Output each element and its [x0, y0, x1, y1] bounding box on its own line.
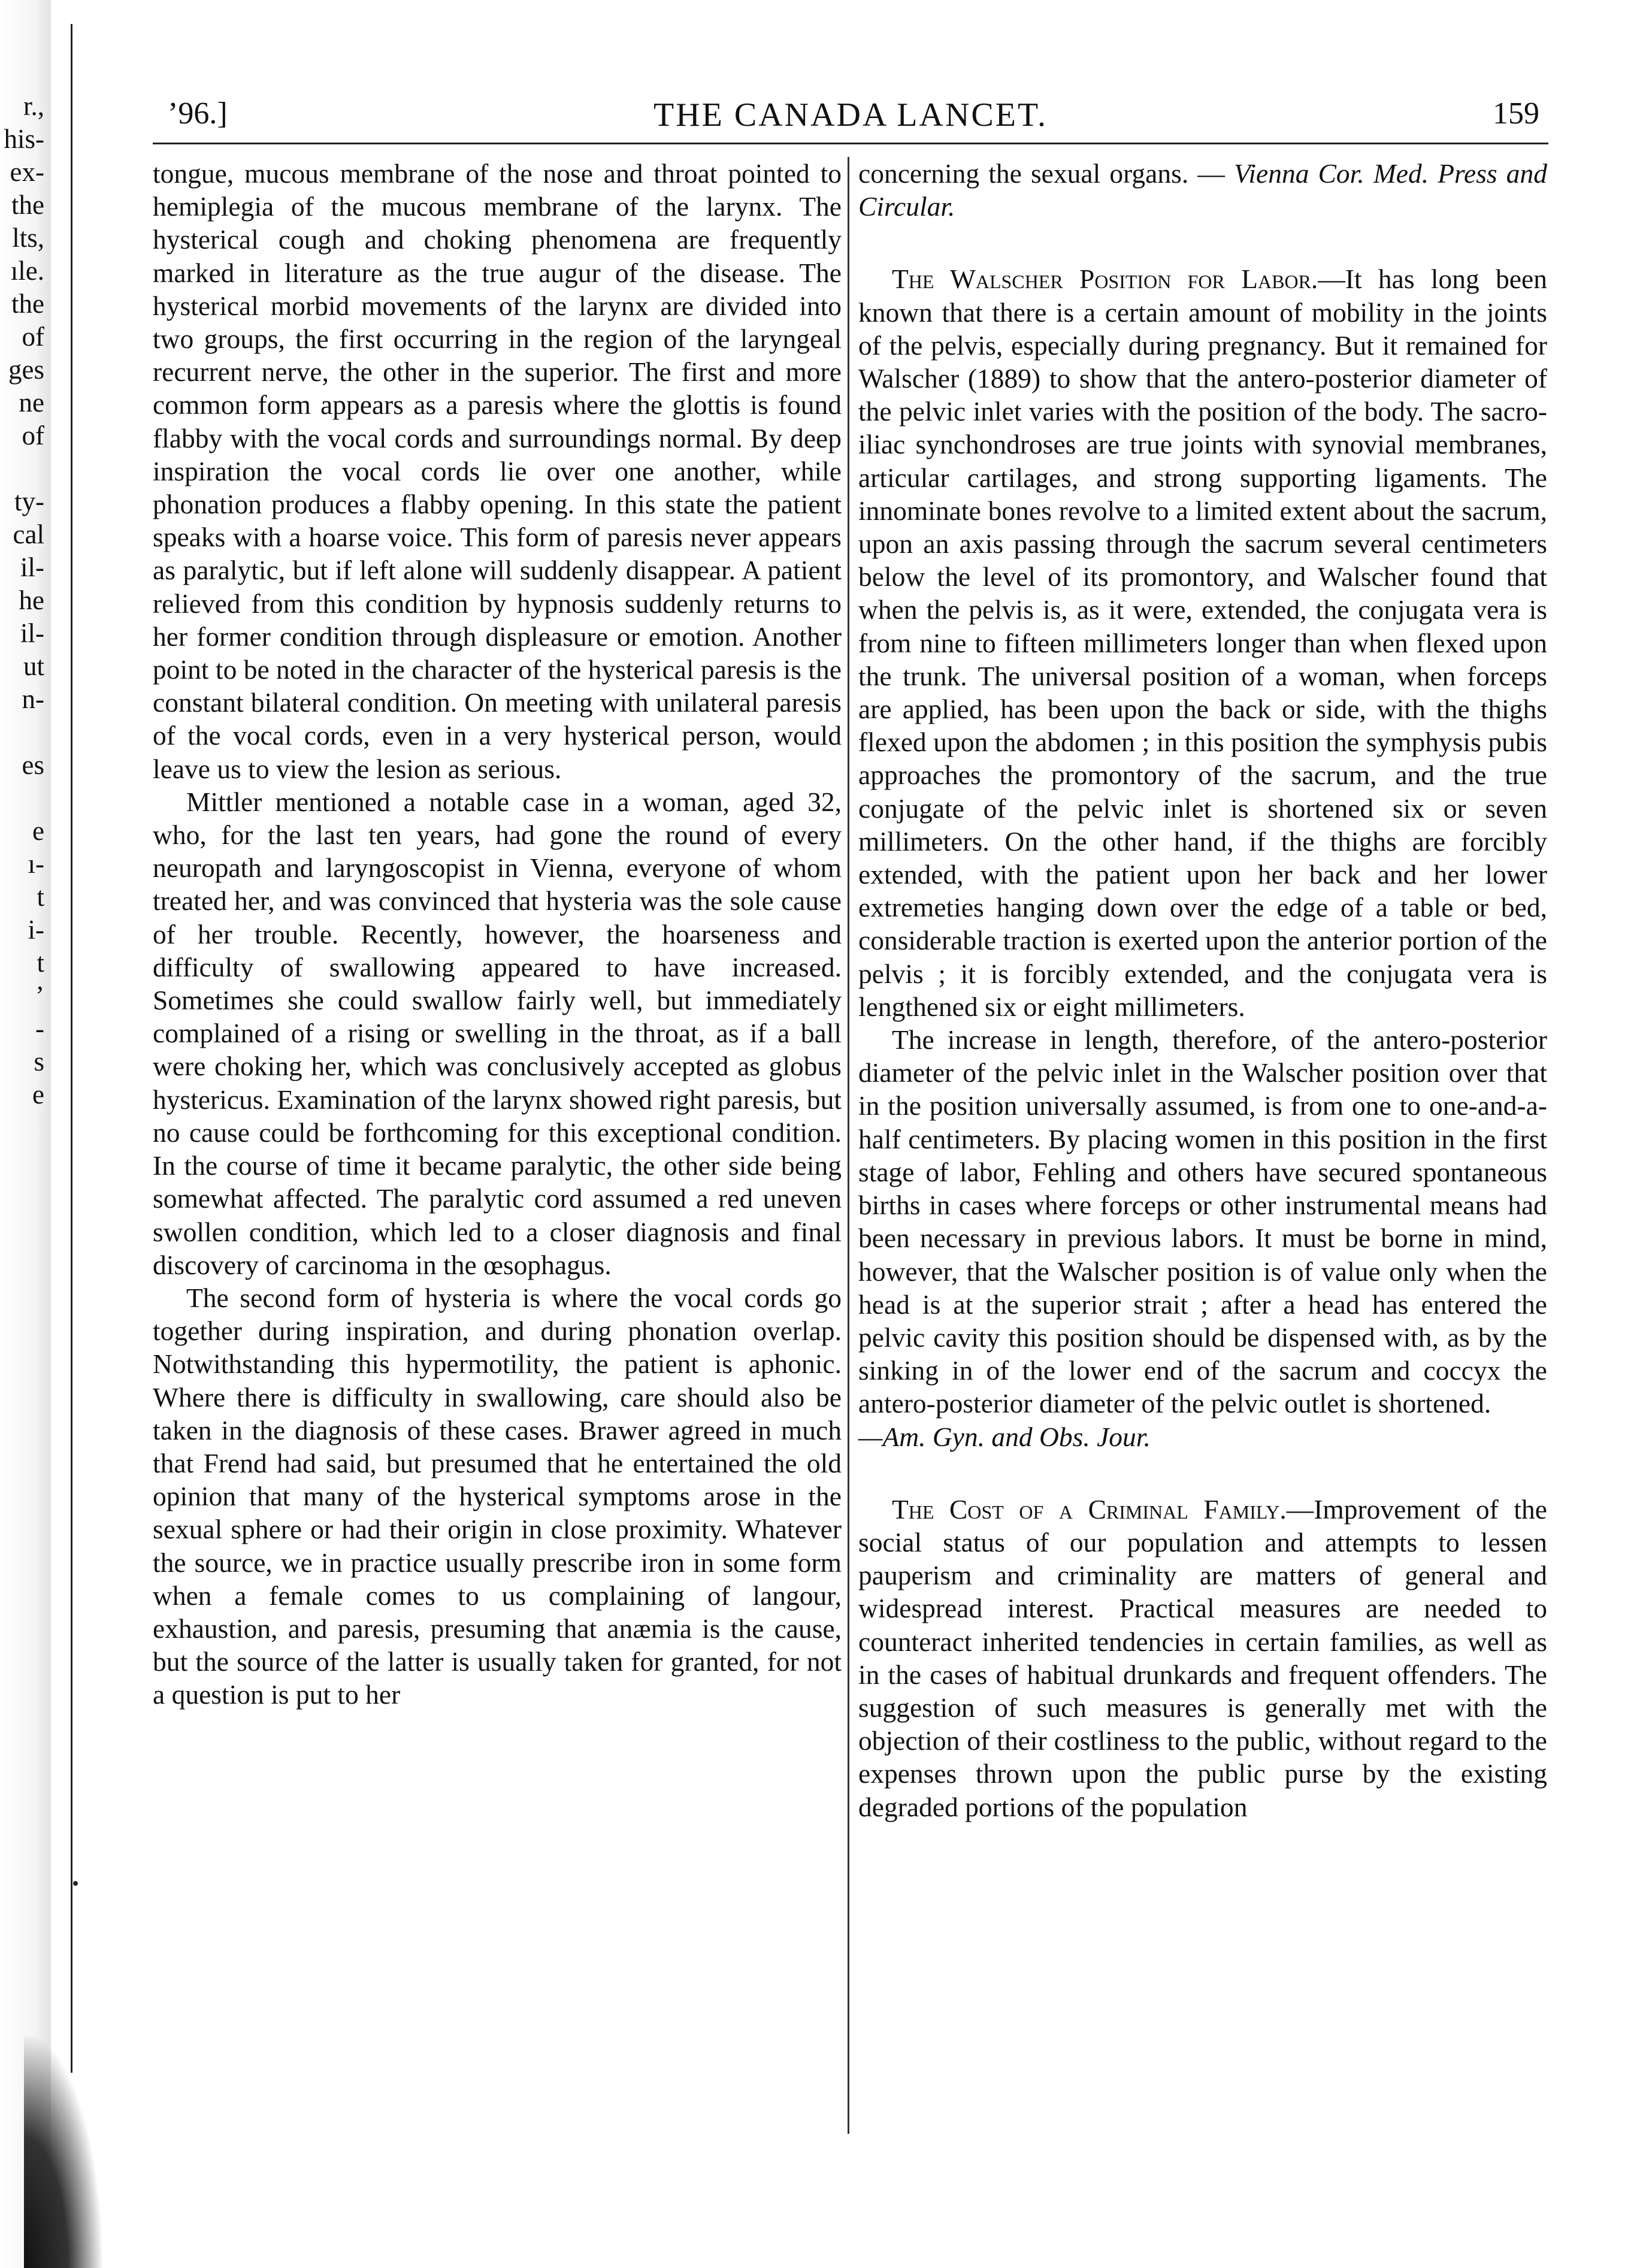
citation-source: Vienna Cor. Med. Press and Circular.: [858, 158, 1547, 222]
column-divider: [848, 157, 849, 2134]
paragraph-text: The increase in length, therefore, of the antero-posterior diameter of the pelvic inlet in the Walscher position over that in the position universally assumed, is from one to one-and-a-half centimeters. By placing women in this position in the first stage of labor, Fehling and others have secured spontaneous births in cases where forceps or other instrumental means had been necessary in previous labors. It must be borne in mind, however, that the Walscher position is of value only when the head is at the superior strait ; after a head has entered the pelvic cavity this position should be dispensed with, as by the sinking in of the lower end of the sacrum and coccyx the antero-posterior diameter of the pelvic outlet is shortened.: [858, 1024, 1547, 1419]
fragment-line: cal: [13, 519, 44, 549]
fragment-line: ı-: [28, 849, 44, 879]
previous-page-fragments: [0, 90, 44, 1111]
fragment-line: his-: [4, 124, 44, 154]
paragraph: Mittler mentioned a notable case in a woman, aged 32, who, for the last ten years, had gone the round of every neuropath and laryngoscopist in Vienna, everyone of whom treated her, and was convinced that hysteria was the sole cause of her trouble. Recently, however, the hoarseness and difficulty of swallowing appeared to have increased. Sometimes she could swallow fairly well, but immediately complained of a rising or swelling in the throat, as if a ball were choking her, which was conclusively accepted as globus hystericus. Examination of the larynx showed right paresis, but no cause could be forthcoming for this exceptional condition. In the course of time it became paralytic, the other side being somewhat affected. The paralytic cord assumed a red uneven swollen condition, which led to a closer diagnosis and final discovery of carcinoma in the œsophagus.: [153, 786, 842, 1280]
fragment-line: r.,: [23, 91, 44, 121]
article-heading: The Cost of a Criminal Family.: [892, 1493, 1287, 1525]
previous-page-edge: [71, 24, 72, 2073]
fragment-line: s: [34, 1047, 44, 1076]
paragraph: tongue, mucous membrane of the nose and throat pointed to hemiplegia of the mucous membrane of the larynx. The hysterical cough and choking phenomena are frequently marked in literature as the true augur of the disease. The hysterical morbid movements of the larynx are divided into two groups, the first occurring in the region of the laryngeal recurrent nerve, the other in the superior. The first and more common form appears as a paresis where the glottis is found flabby with the vocal cords and surroundings normal. By deep inspiration the vocal cords lie over one another, while phonation produces a flabby opening. In this state the patient speaks with a hoarse voice. This form of paresis never appears as paralytic, but if left alone will suddenly disappear. A patient relieved from this condition by hypnosis suddenly returns to her former condition through displeasure or emotion. Another point to be noted in the character of the hysterical paresis is the constant bilateral condition. On meeting with unilateral paresis of the vocal cords, even in a very hysterical person, would leave us to view the lesion as serious.: [153, 158, 842, 784]
fragment-line: of: [22, 421, 44, 450]
paragraph: The second form of hysteria is where the vocal cords go together during inspiration, and during phonation overlap. Notwithstanding this hypermotility, the patient is aphonic. Where there is difficulty in swallowing, care should also be taken in the diagnosis of these cases. Brawer agreed in much that Frend had said, but presumed that he entertained the old opinion that many of the hysterical symptoms arose in the sexual sphere or had their origin in close proximity. Whatever the source, we in practice usually prescribe iron in some form when a female comes to us complaining of langour, exhaustion, and paresis, presuming that anæmia is the cause, but the source of the latter is usually taken for granted, for not a question is put to her: [153, 1282, 842, 1710]
fragment-line: es: [22, 750, 44, 780]
journal-title: THE CANADA LANCET.: [653, 96, 1048, 134]
fragment-line: he: [19, 585, 44, 615]
citation-source: —Am. Gyn. and Obs. Jour.: [858, 1421, 1151, 1452]
article-heading: The Walscher Position for Labor.: [892, 264, 1318, 295]
paragraph: [858, 157, 1547, 223]
fragment-line: of: [22, 322, 44, 352]
fragment-line: lts,: [12, 223, 44, 253]
fragment-line: [0, 782, 44, 815]
header-year: ’96.]: [168, 96, 228, 131]
fragment-line: [0, 452, 44, 485]
fragment-line: il-: [20, 552, 44, 582]
fragment-line: ıle.: [10, 256, 44, 286]
page-curl-shadow: [24, 2037, 102, 2268]
fragment-line: ty-: [14, 486, 44, 516]
right-column: [858, 157, 1547, 1824]
fragment-line: e: [32, 816, 44, 846]
page-number: 159: [1493, 96, 1539, 131]
paragraph-text: —It has long been known that there is a certain amount of mobility in the joints of the pelvis, especially during pregnancy. But it remained for Walscher (1889) to show that the antero-posterior diameter of the pelvic inlet varies with the position of the body. The sacro-iliac synchondroses are true joints with synovial membranes, articular cartilages, and strong supporting ligaments. The innominate bones revolve to a limited extent about the sacrum, upon an axis passing through the sacrum several centimeters below the level of its promontory, and Walscher found that when the pelvis is, as it were, extended, the conjugata vera is from nine to fifteen millimeters longer than when flexed upon the trunk. The universal position of a woman, when forceps are applied, has been upon the back or side, with the thighs flexed upon the abdomen ; in this position the symphysis pubis approaches the promontory of the sacrum, and the true conjugate of the pelvic inlet is shortened six or seven millimeters. On the other hand, if the thighs are forcibly extended, with the patient upon her back and her lower extremeties hanging down over the edge of a table or bed, considerable traction is exerted upon the anterior portion of the pelvis ; it is forcibly extended, and the conjugata vera is lengthened six or eight millimeters.: [858, 264, 1548, 1022]
fragment-line: il-: [20, 618, 44, 648]
fragment-line: ’: [35, 981, 44, 1011]
running-header: [162, 96, 1539, 144]
fragment-line: the: [11, 289, 44, 319]
fragment-line: the: [11, 190, 44, 220]
fragment-line: e: [32, 1079, 44, 1109]
left-column: [153, 157, 842, 1711]
article-criminal-family: [858, 1493, 1547, 1824]
article-walscher: [858, 262, 1547, 1023]
fragment-line: t: [37, 882, 44, 912]
fragment-line: ne: [19, 388, 44, 418]
fragment-line: t: [37, 948, 44, 978]
fragment-line: -: [35, 1014, 44, 1044]
paragraph: [858, 1023, 1547, 1420]
fragment-line: i-: [28, 915, 44, 945]
fragment-line: [0, 716, 44, 749]
fragment-line: ex-: [10, 157, 44, 187]
margin-mark: [73, 1881, 78, 1886]
paragraph-text: —Improvement of the social status of our population and attempts to lessen pauperism and criminality are matters of general and widespread interest. Practical measures are needed to counteract inherited tendencies in certain families, as well as in the cases of habitual drunkards and frequent offenders. The suggestion of such measures is generally met with the objection of their costliness to the public, without regard to the expenses thrown upon the public purse by the existing degraded portions of the population: [858, 1493, 1547, 1822]
header-rule: [153, 143, 1548, 144]
fragment-line: n-: [22, 684, 44, 714]
paragraph-text: concerning the sexual organs. —: [858, 158, 1234, 189]
fragment-line: ut: [23, 651, 44, 681]
paragraph: [858, 1420, 1547, 1453]
fragment-line: ges: [8, 355, 44, 385]
